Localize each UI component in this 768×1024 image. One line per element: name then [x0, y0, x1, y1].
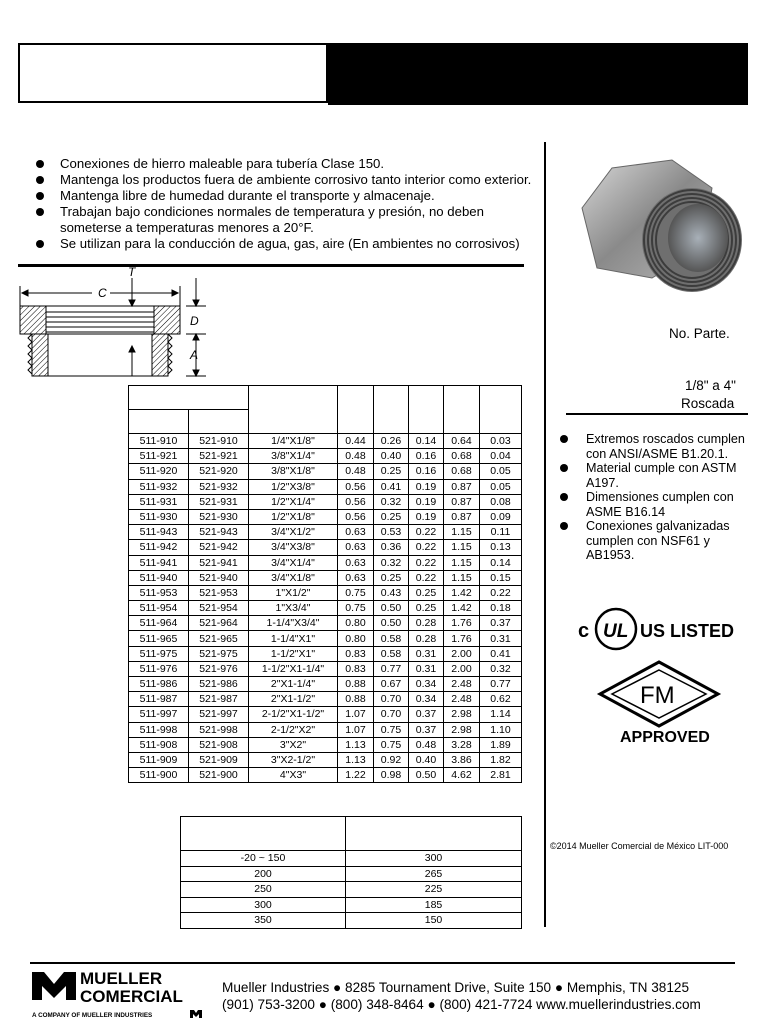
table-row: [129, 540, 522, 555]
cell-part-black: 511-940: [129, 570, 189, 585]
part-number-label: No. Parte.: [669, 326, 730, 341]
cell-dim-c: 2.98: [444, 707, 480, 722]
cell-part-black: 511-943: [129, 525, 189, 540]
label-t: T: [128, 266, 136, 279]
table-row: [129, 616, 522, 631]
cell-dim-d: 0.98: [374, 768, 409, 783]
table-row: [129, 601, 522, 616]
cell-size: 1-1/2"X1": [249, 646, 338, 661]
cell-dim-a: 0.63: [338, 570, 374, 585]
cell-weight: 1.14: [480, 707, 522, 722]
cell-dim-c: 1.15: [444, 555, 480, 570]
cell-dim-d: 0.32: [374, 555, 409, 570]
spec-bullet: Material cumple con ASTM A197.: [556, 461, 756, 490]
cell-dim-t: 0.37: [409, 707, 444, 722]
cell-dim-d: 0.75: [374, 737, 409, 752]
cell-part-black: 511-909: [129, 752, 189, 767]
cell-part-black: 511-965: [129, 631, 189, 646]
cell-weight: 0.14: [480, 555, 522, 570]
header-cell-weight: [480, 386, 522, 434]
cell-size: 3/8"X1/4": [249, 449, 338, 464]
parts-table-body: [129, 434, 522, 783]
cell-dim-t: 0.37: [409, 722, 444, 737]
cell-part-galv: 521-986: [189, 677, 249, 692]
cell-part-galv: 521-976: [189, 661, 249, 676]
cell-part-galv: 521-908: [189, 737, 249, 752]
cell-part-galv: 521-975: [189, 646, 249, 661]
cell-dim-a: 0.56: [338, 479, 374, 494]
spec-bullet: Dimensiones cumplen con ASME B16.14: [556, 490, 756, 519]
cell-part-black: 511-900: [129, 768, 189, 783]
table-row: [129, 677, 522, 692]
cell-size: 3/8"X1/8": [249, 464, 338, 479]
cell-part-galv: 521-998: [189, 722, 249, 737]
footer-contact: (901) 753-3200 ● (800) 348-8464 ● (800) 421-7724 www.muellerindustries.com: [222, 997, 701, 1012]
logo-line2: COMERCIAL: [80, 987, 183, 1006]
cell-dim-c: 1.15: [444, 570, 480, 585]
cell-size: 3/4"X1/2": [249, 525, 338, 540]
cell-pressure: 265: [346, 866, 522, 882]
table-row: [181, 913, 522, 929]
cell-part-galv: 521-997: [189, 707, 249, 722]
cell-dim-c: 0.87: [444, 479, 480, 494]
bushing-dimension-drawing: [18, 266, 218, 384]
table-row: [129, 479, 522, 494]
cell-part-galv: 521-930: [189, 509, 249, 524]
cell-dim-t: 0.31: [409, 646, 444, 661]
table-row: [181, 866, 522, 882]
fm-mark: FM: [640, 682, 675, 709]
bullet-icon: [560, 493, 568, 501]
bullet-icon: [36, 192, 44, 200]
cell-size: 2"X1-1/4": [249, 677, 338, 692]
cell-part-galv: 521-987: [189, 692, 249, 707]
pressure-table-body: [181, 851, 522, 929]
header-black-banner: [328, 43, 748, 105]
cell-part-galv: 521-900: [189, 768, 249, 783]
cell-part-galv: 521-931: [189, 494, 249, 509]
cell-dim-d: 0.77: [374, 661, 409, 676]
logo-tagline: A COMPANY OF MUELLER INDUSTRIES: [32, 1012, 153, 1019]
cell-dim-c: 1.76: [444, 631, 480, 646]
cell-dim-a: 0.48: [338, 464, 374, 479]
cell-weight: 2.81: [480, 768, 522, 783]
cell-dim-c: 1.15: [444, 525, 480, 540]
cell-size: 1"X3/4": [249, 601, 338, 616]
cell-part-black: 511-930: [129, 509, 189, 524]
table-row: [129, 692, 522, 707]
bullet-icon: [560, 522, 568, 530]
cell-dim-t: 0.48: [409, 737, 444, 752]
cell-dim-a: 1.13: [338, 752, 374, 767]
cell-dim-d: 0.32: [374, 494, 409, 509]
intro-bullet-list: [34, 156, 534, 252]
cell-part-black: 511-953: [129, 585, 189, 600]
cell-part-black: 511-964: [129, 616, 189, 631]
cell-weight: 0.03: [480, 434, 522, 449]
cell-dim-d: 0.53: [374, 525, 409, 540]
table-row: [129, 646, 522, 661]
cell-dim-c: 0.68: [444, 464, 480, 479]
cell-dim-a: 1.07: [338, 722, 374, 737]
cell-part-black: 511-976: [129, 661, 189, 676]
pressure-temperature-table: [180, 816, 522, 929]
table-row: [129, 768, 522, 783]
connection-type: Roscada: [681, 396, 735, 411]
cell-dim-t: 0.22: [409, 525, 444, 540]
cell-dim-t: 0.50: [409, 768, 444, 783]
table-row: [129, 737, 522, 752]
cell-dim-c: 2.00: [444, 661, 480, 676]
table-row: [181, 882, 522, 898]
cell-dim-c: 4.62: [444, 768, 480, 783]
intro-bullet: Mantenga los productos fuera de ambiente corrosivo tanto interior como exterior.: [34, 172, 534, 188]
column-divider: [544, 142, 546, 927]
cell-dim-t: 0.34: [409, 692, 444, 707]
cell-weight: 0.18: [480, 601, 522, 616]
cell-part-galv: 521-943: [189, 525, 249, 540]
cell-weight: 0.22: [480, 585, 522, 600]
cell-weight: 0.04: [480, 449, 522, 464]
header-cell-a: [338, 386, 374, 434]
cell-part-black: 511-986: [129, 677, 189, 692]
cell-size: 3"X2-1/2": [249, 752, 338, 767]
header-cell-temperature: [181, 817, 346, 851]
table-row: [129, 509, 522, 524]
cell-part-black: 511-998: [129, 722, 189, 737]
cell-dim-d: 0.75: [374, 722, 409, 737]
cul-us-listed-logo: [576, 604, 736, 654]
cell-weight: 0.05: [480, 479, 522, 494]
cell-dim-c: 3.28: [444, 737, 480, 752]
cell-dim-c: 1.15: [444, 540, 480, 555]
cell-dim-t: 0.22: [409, 540, 444, 555]
cell-part-black: 511-987: [129, 692, 189, 707]
cell-part-black: 511-975: [129, 646, 189, 661]
table-row: [129, 449, 522, 464]
cell-part-galv: 521-940: [189, 570, 249, 585]
cell-dim-d: 0.36: [374, 540, 409, 555]
cell-dim-a: 0.48: [338, 449, 374, 464]
cell-temperature: 250: [181, 882, 346, 898]
cell-dim-t: 0.28: [409, 616, 444, 631]
table-header-row: [181, 817, 522, 851]
table-row: [129, 525, 522, 540]
cell-dim-d: 0.92: [374, 752, 409, 767]
table-row: [129, 752, 522, 767]
cul-c: c: [578, 620, 590, 642]
cell-part-galv: 521-909: [189, 752, 249, 767]
cell-dim-d: 0.25: [374, 509, 409, 524]
bullet-icon: [36, 240, 44, 248]
cell-part-galv: 521-921: [189, 449, 249, 464]
cell-size: 1-1/4"X1": [249, 631, 338, 646]
cell-part-galv: 521-941: [189, 555, 249, 570]
mueller-m-icon: [32, 972, 76, 1000]
cell-part-galv: 521-910: [189, 434, 249, 449]
cell-temperature: 200: [181, 866, 346, 882]
cell-part-black: 511-941: [129, 555, 189, 570]
cell-dim-a: 0.80: [338, 631, 374, 646]
cell-dim-d: 0.58: [374, 646, 409, 661]
intro-bullet: Mantenga libre de humedad durante el transporte y almacenaje.: [34, 188, 534, 204]
cell-dim-a: 1.07: [338, 707, 374, 722]
label-a: A: [190, 348, 199, 362]
cell-temperature: -20 ~ 150: [181, 851, 346, 867]
header-title-box: [18, 43, 328, 103]
cell-dim-c: 0.87: [444, 509, 480, 524]
table-row: [129, 661, 522, 676]
cell-part-black: 511-921: [129, 449, 189, 464]
cell-dim-a: 0.63: [338, 525, 374, 540]
cell-part-galv: 521-932: [189, 479, 249, 494]
cell-size: 1"X1/2": [249, 585, 338, 600]
header-cell-part-no: [129, 386, 249, 410]
cell-dim-a: 0.75: [338, 601, 374, 616]
cell-dim-a: 0.63: [338, 540, 374, 555]
intro-bullet: Trabajan bajo condiciones normales de temperatura y presión, no deben someterse a temperaturas menores a 20°F.: [34, 204, 500, 236]
bullet-icon: [36, 208, 44, 216]
cell-dim-t: 0.28: [409, 631, 444, 646]
table-row: [129, 585, 522, 600]
cell-dim-a: 0.56: [338, 494, 374, 509]
fm-approved-text: APPROVED: [620, 729, 710, 746]
cell-size: 4"X3": [249, 768, 338, 783]
cell-weight: 0.08: [480, 494, 522, 509]
table-row: [129, 707, 522, 722]
cell-dim-a: 0.44: [338, 434, 374, 449]
cell-weight: 0.32: [480, 661, 522, 676]
cell-part-galv: 521-953: [189, 585, 249, 600]
cell-dim-a: 0.88: [338, 692, 374, 707]
cell-part-black: 511-942: [129, 540, 189, 555]
cell-weight: 0.15: [480, 570, 522, 585]
table-row: [129, 722, 522, 737]
header-cell-galv: [189, 410, 249, 434]
cell-dim-a: 0.80: [338, 616, 374, 631]
spec-bullet: Extremos roscados cumplen con ANSI/ASME B1.20.1.: [556, 432, 756, 461]
spec-bullet: Conexiones galvanizadas cumplen con NSF61 y AB1953.: [556, 519, 756, 563]
cell-size: 1/2"X3/8": [249, 479, 338, 494]
header-cell-c: [444, 386, 480, 434]
cell-weight: 0.37: [480, 616, 522, 631]
cell-size: 1-1/2"X1-1/4": [249, 661, 338, 676]
cell-part-black: 511-954: [129, 601, 189, 616]
cell-weight: 0.77: [480, 677, 522, 692]
cell-dim-t: 0.22: [409, 555, 444, 570]
parts-dimension-table: [128, 385, 522, 783]
cell-part-black: 511-997: [129, 707, 189, 722]
us-listed-text: US LISTED: [640, 621, 735, 641]
drawing-lines: [20, 278, 206, 376]
cell-dim-c: 2.48: [444, 677, 480, 692]
cell-part-galv: 521-942: [189, 540, 249, 555]
cell-dim-c: 1.42: [444, 601, 480, 616]
cell-dim-a: 0.75: [338, 585, 374, 600]
cell-weight: 0.31: [480, 631, 522, 646]
cell-dim-c: 2.98: [444, 722, 480, 737]
table-header-row: [129, 386, 522, 410]
table-row: [129, 464, 522, 479]
intro-bullet: Se utilizan para la conducción de agua, gas, aire (En ambientes no corrosivos): [34, 236, 534, 252]
cell-dim-c: 0.87: [444, 494, 480, 509]
cell-part-galv: 521-965: [189, 631, 249, 646]
cell-dim-d: 0.25: [374, 464, 409, 479]
cell-dim-a: 0.83: [338, 661, 374, 676]
footer-divider: [30, 962, 735, 964]
header-cell-t: [409, 386, 444, 434]
cell-part-black: 511-932: [129, 479, 189, 494]
spec-bullet-list: [556, 432, 756, 563]
cell-dim-t: 0.16: [409, 464, 444, 479]
cell-dim-c: 0.68: [444, 449, 480, 464]
cell-weight: 0.41: [480, 646, 522, 661]
bullet-icon: [560, 435, 568, 443]
cell-size: 1/2"X1/4": [249, 494, 338, 509]
cell-dim-a: 0.88: [338, 677, 374, 692]
table-row: [181, 897, 522, 913]
cell-dim-d: 0.50: [374, 616, 409, 631]
header-cell-size: [249, 386, 338, 434]
cell-part-galv: 521-920: [189, 464, 249, 479]
cell-weight: 1.10: [480, 722, 522, 737]
cell-dim-t: 0.16: [409, 449, 444, 464]
cell-size: 2-1/2"X2": [249, 722, 338, 737]
cell-dim-c: 1.76: [444, 616, 480, 631]
cell-dim-t: 0.25: [409, 601, 444, 616]
cell-pressure: 225: [346, 882, 522, 898]
table-row: [181, 851, 522, 867]
cell-part-galv: 521-964: [189, 616, 249, 631]
cell-size: 1/2"X1/8": [249, 509, 338, 524]
cell-dim-d: 0.58: [374, 631, 409, 646]
cell-weight: 0.13: [480, 540, 522, 555]
cell-dim-a: 0.83: [338, 646, 374, 661]
cell-pressure: 185: [346, 897, 522, 913]
cell-dim-d: 0.70: [374, 692, 409, 707]
cell-dim-t: 0.34: [409, 677, 444, 692]
cell-temperature: 350: [181, 913, 346, 929]
mueller-comercial-logo: [30, 966, 210, 1020]
table-row: [129, 631, 522, 646]
cell-dim-d: 0.25: [374, 570, 409, 585]
cell-dim-t: 0.19: [409, 509, 444, 524]
bullet-icon: [36, 176, 44, 184]
header-cell-black: [129, 410, 189, 434]
table-row: [129, 555, 522, 570]
cell-dim-a: 1.22: [338, 768, 374, 783]
cell-size: 3/4"X1/4": [249, 555, 338, 570]
fm-approved-logo: [596, 660, 722, 746]
cell-dim-d: 0.70: [374, 707, 409, 722]
cell-size: 1-1/4"X3/4": [249, 616, 338, 631]
cell-size: 1/4"X1/8": [249, 434, 338, 449]
header-cell-pressure: [346, 817, 522, 851]
cell-pressure: 300: [346, 851, 522, 867]
cell-weight: 0.05: [480, 464, 522, 479]
size-range: 1/8" a 4": [685, 378, 736, 393]
cell-weight: 0.62: [480, 692, 522, 707]
cell-part-black: 511-910: [129, 434, 189, 449]
cell-dim-d: 0.67: [374, 677, 409, 692]
footer-address: Mueller Industries ● 8285 Tournament Drive, Suite 150 ● Memphis, TN 38125: [222, 980, 690, 995]
cell-size: 3"X2": [249, 737, 338, 752]
cell-part-galv: 521-954: [189, 601, 249, 616]
label-c: C: [98, 286, 107, 300]
cell-size: 3/4"X3/8": [249, 540, 338, 555]
cell-dim-t: 0.19: [409, 494, 444, 509]
cell-weight: 1.89: [480, 737, 522, 752]
cell-part-black: 511-931: [129, 494, 189, 509]
cell-dim-d: 0.41: [374, 479, 409, 494]
cell-dim-d: 0.50: [374, 601, 409, 616]
cell-dim-t: 0.22: [409, 570, 444, 585]
cell-size: 3/4"X1/8": [249, 570, 338, 585]
cell-dim-c: 3.86: [444, 752, 480, 767]
right-divider: [566, 413, 748, 415]
cell-pressure: 150: [346, 913, 522, 929]
cell-temperature: 300: [181, 897, 346, 913]
cell-weight: 1.82: [480, 752, 522, 767]
cell-size: 2"X1-1/2": [249, 692, 338, 707]
header-cell-d: [374, 386, 409, 434]
cell-dim-t: 0.19: [409, 479, 444, 494]
cell-dim-t: 0.14: [409, 434, 444, 449]
cell-weight: 0.11: [480, 525, 522, 540]
cell-dim-a: 0.63: [338, 555, 374, 570]
cell-part-black: 511-920: [129, 464, 189, 479]
label-d: D: [190, 314, 199, 328]
cell-dim-a: 1.13: [338, 737, 374, 752]
cell-dim-a: 0.56: [338, 509, 374, 524]
cell-size: 2-1/2"X1-1/2": [249, 707, 338, 722]
ul-mark: UL: [603, 621, 629, 642]
cell-part-black: 511-908: [129, 737, 189, 752]
cell-dim-c: 2.00: [444, 646, 480, 661]
bushing-product-photo: [562, 148, 752, 318]
cell-dim-t: 0.31: [409, 661, 444, 676]
cell-weight: 0.09: [480, 509, 522, 524]
cell-dim-d: 0.26: [374, 434, 409, 449]
logo-line1: MUELLER: [80, 969, 163, 988]
intro-bullet: Conexiones de hierro maleable para tubería Clase 150.: [34, 156, 534, 172]
cell-dim-c: 1.42: [444, 585, 480, 600]
table-row: [129, 570, 522, 585]
bullet-icon: [36, 160, 44, 168]
cell-dim-t: 0.25: [409, 585, 444, 600]
cell-dim-d: 0.40: [374, 449, 409, 464]
bullet-icon: [560, 464, 568, 472]
cell-dim-c: 2.48: [444, 692, 480, 707]
copyright: ©2014 Mueller Comercial de México LIT-000: [550, 841, 729, 851]
table-row: [129, 434, 522, 449]
cell-dim-c: 0.64: [444, 434, 480, 449]
cell-dim-d: 0.43: [374, 585, 409, 600]
table-row: [129, 494, 522, 509]
cell-dim-t: 0.40: [409, 752, 444, 767]
